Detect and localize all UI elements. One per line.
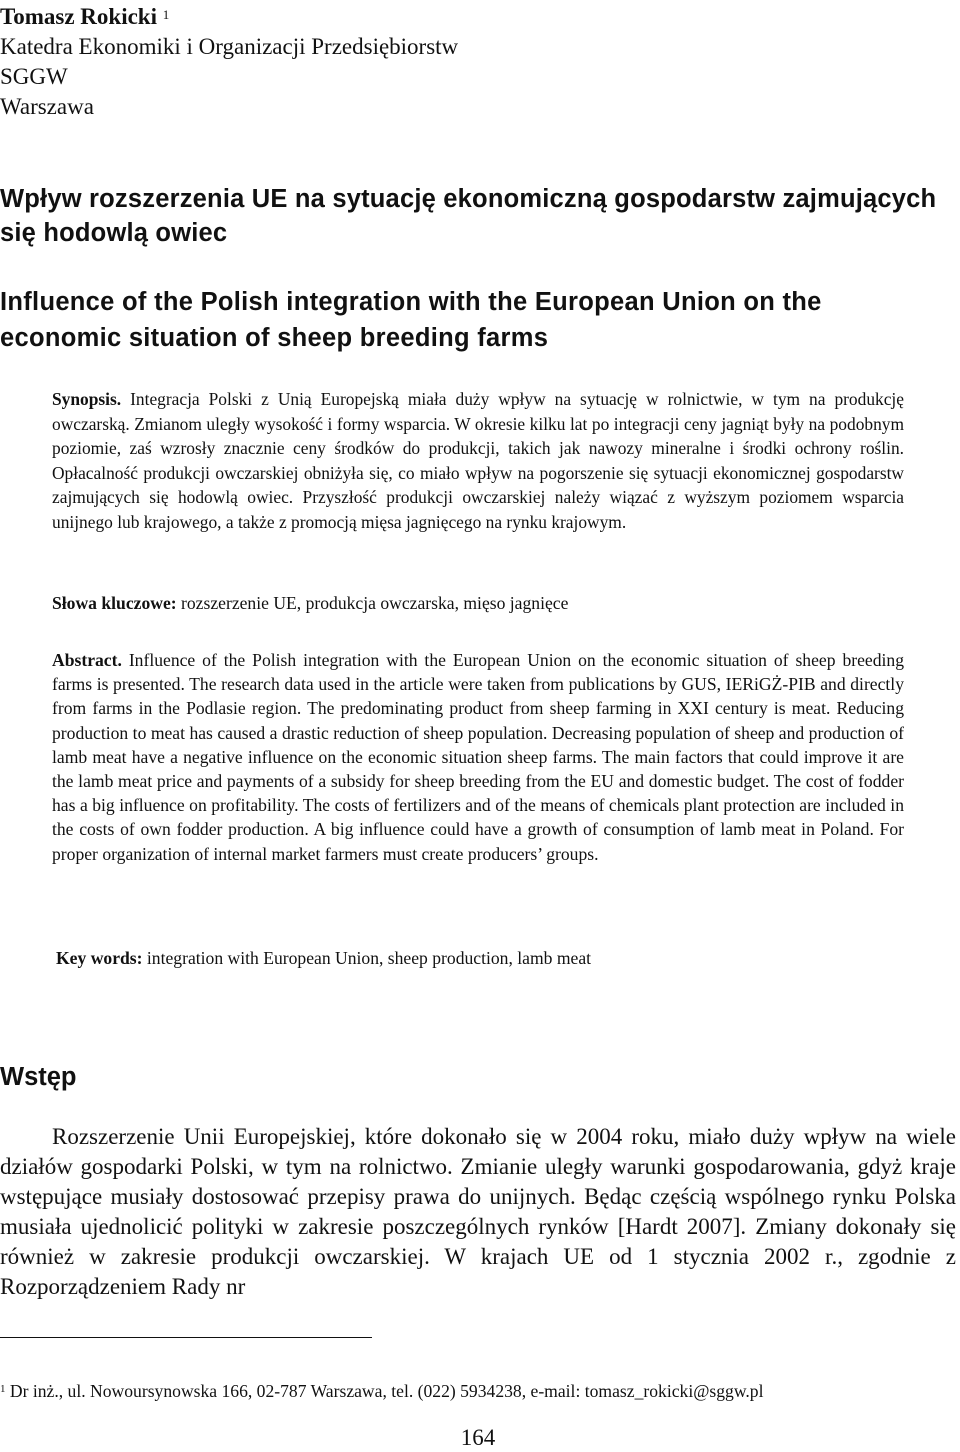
keywords-english-text: integration with European Union, sheep production, lamb meat <box>146 948 592 968</box>
footnote-divider <box>0 1337 372 1338</box>
footnote-text: Dr inż., ul. Nowoursynowska 166, 02-787 Warszawa, tel. (022) 5934238, e-mail: tomasz_rokicki@sggw.pl <box>9 1381 764 1401</box>
section-heading: Wstęp <box>0 1063 77 1091</box>
page-number: 164 <box>460 1425 496 1450</box>
author-university: SGGW <box>0 64 68 89</box>
author-name: Tomasz Rokicki <box>0 4 157 29</box>
abstract-label: Abstract. <box>52 650 122 670</box>
synopsis-label: Synopsis. <box>52 389 122 409</box>
keywords-polish-text: rozszerzenie UE, produkcja owczarska, mięso jagnięce <box>181 593 569 613</box>
keywords-polish <box>52 591 904 615</box>
author-name-line <box>0 2 458 32</box>
title-polish: Wpływ rozszerzenia UE na sytuację ekonomiczną gospodarstw zajmujących się hodowlą owiec <box>0 185 937 247</box>
author-block <box>0 2 458 122</box>
keywords-english <box>56 946 908 970</box>
synopsis-paragraph <box>52 387 904 534</box>
abstract-paragraph <box>52 648 904 866</box>
synopsis-text: Integracja Polski z Unią Europejską miała duży wpływ na sytuację w rolnictwie, w tym na produkcję owczarską. Zmianom uległy wysokość i formy wsparcia. W okresie kilku lat po integracji ceny jagniąt były na podobnym poziomie, zaś wzrosły znacznie ceny środków do produkcji, takich jak nawozy mineralne i środki ochrony roślin. Opłacalność produkcji owczarskiej obniżyła się, co miało wpływ na pogorszenie się sytuacji ekonomicznej gospodarstw zajmujących się hodowlą owiec. Przyszłość produkcji owczarskiej należy wiązać z wyższym poziomem wsparcia unijnego lub krajowego, a także z promocją mięsa jagnięcego na rynku krajowym. <box>52 389 904 532</box>
author-department: Katedra Ekonomiki i Organizacji Przedsiębiorstw <box>0 34 459 59</box>
footnote-marker: 1 <box>0 1383 6 1395</box>
intro-paragraph: Rozszerzenie Unii Europejskiej, które dokonało się w 2004 roku, miało duży wpływ na wiele działów gospodarki Polski, w tym na rolnictwo. Zmianie uległy warunki gospodarowania, gdyż kraje wstępujące musiały dostosować przepisy prawa do unijnych. Będąc częścią wspólnego rynku Polska musiała ujednolicić polityki w zakresie poszczególnych rynków [Hardt 2007]. Zmiany dokonały się również w zakresie produkcji owczarskiej. W krajach UE od 1 stycznia 2002 r., zgodnie z Rozporządzeniem Rady nr <box>0 1124 956 1299</box>
footnote <box>0 1379 958 1403</box>
author-city: Warszawa <box>0 94 94 119</box>
abstract-text: Influence of the Polish integration with the European Union on the economic situation of sheep breeding farms is presented. The research data used in the article were taken from publications by GUS, IERiGŻ-PIB and directly from farms in the Podlasie region. The predominating product from sheep farming in XXI century is meat. Reducing production to meat has caused a drastic reduction of sheep population. Decreasing population of sheep and production of lamb meat have a negative influence on the economic situation sheep farms. The main factors that could improve it are the lamb meat price and payments of a subsidy for sheep breeding from the EU and domestic budget. The cost of fodder has a big influence on profitability. The costs of fertilizers and of the means of chemicals plant protection are included in the costs of own fodder production. A big influence could have a growth of consumption of lamb meat in Poland. For proper organization of internal market farmers must create producers’ groups. <box>52 650 905 864</box>
keywords-english-label: Key words: <box>56 948 143 968</box>
author-footnote-ref: 1 <box>162 7 170 22</box>
title-english: Influence of the Polish integration with the European Union on the economic situation of sheep breeding farms <box>0 288 822 352</box>
keywords-polish-label: Słowa kluczowe: <box>52 593 177 613</box>
